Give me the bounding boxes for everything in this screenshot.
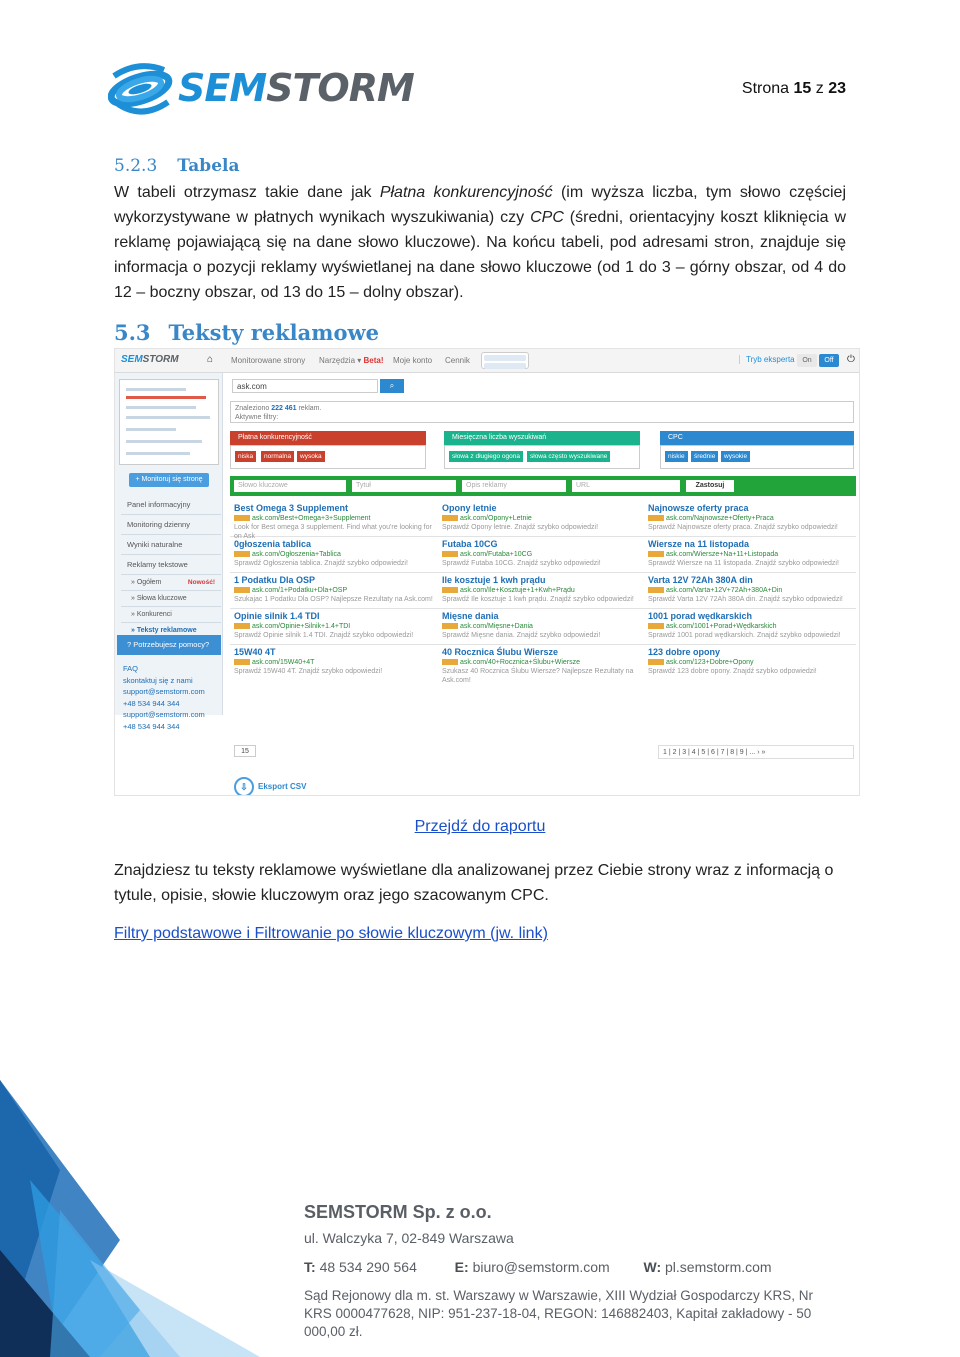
sidebar-sub-ad-texts[interactable]: » Teksty reklamowe — [121, 623, 221, 639]
app-topbar — [115, 349, 860, 373]
filter-cpc-options — [660, 445, 854, 469]
footer-phone: 48 534 290 564 — [319, 1259, 417, 1275]
section-heading-tabela: 5.2.3 Tabela — [114, 156, 240, 176]
chip-low[interactable]: niska — [235, 451, 256, 462]
download-icon: ⇩ — [234, 777, 254, 796]
footer-company: SEMSTORM Sp. z o.o. — [304, 1202, 492, 1222]
app-sidebar — [115, 373, 223, 731]
support-email[interactable]: support@semstorm.com — [123, 687, 205, 696]
ad-card[interactable]: 1001 porad wędkarskich ask.com/1001+Porad+Wędkarskich Sprawdź 1001 porad wędkarskich. Znajdź szybko odpowiedzi! — [648, 611, 841, 639]
paragraph-ad-texts: Znajdziesz tu teksty reklamowe wyświetlane dla analizowanej przez Ciebie strony wraz z informacją o tytule, opisie, słowie kluczowym oraz jego szacowanym CPC. — [114, 862, 834, 904]
ad-card[interactable]: Ile kosztuje 1 kwh prądu ask.com/Ile+Kosztuje+1+Kwh+Prądu Sprawdź Ile kosztuje 1 kwh prądu. Znajdź szybko odpowiedzi! — [442, 575, 634, 603]
faq-link[interactable]: FAQ — [123, 664, 139, 673]
table-row — [230, 537, 856, 573]
ad-card[interactable]: 40 Rocznica Ślubu Wiersze ask.com/40+Rocznica+Ślubu+Wiersze Szukasz 40 Rocznica Ślubu Wiersze? Najlepsze Rezultaty na Ask.com! — [442, 647, 634, 684]
page-header — [0, 0, 960, 140]
nav-tools[interactable]: Narzędzia ▾ Beta! — [319, 356, 384, 365]
mode-switch[interactable] — [481, 352, 529, 369]
filter-paid-options — [230, 445, 426, 469]
monitor-site-button[interactable]: + Monitoruj się stronę — [129, 473, 209, 487]
keyword-filter-input[interactable]: Słowo kluczowe — [234, 480, 346, 492]
site-thumbnail — [119, 379, 219, 465]
column-filter-bar — [230, 476, 856, 496]
filter-cpc[interactable]: CPC — [660, 431, 854, 445]
filters-link-wrap — [114, 925, 846, 943]
ad-card[interactable]: Opony letnie ask.com/Opony+Letnie Sprawdź Opony letnie. Znajdź szybko odpowiedzi! — [442, 503, 599, 531]
ad-card[interactable]: Varta 12V 72Ah 380A din ask.com/Varta+12V+72Ah+380A+Din Sprawdź Varta 12V 72Ah 380A din. Znajdź szybko odpowiedzi! — [648, 575, 843, 603]
apply-button[interactable]: Zastosuj — [686, 480, 734, 492]
ad-card[interactable]: Najnowsze oferty praca ask.com/Najnowsze+Oferty+Praca Sprawdź Najnowsze oferty praca. Znajdź szybko odpowiedzi! — [648, 503, 838, 531]
new-badge: Nowość! — [187, 579, 215, 586]
mode-keywords[interactable] — [484, 363, 526, 369]
expert-mode-label: Tryb eksperta — [739, 355, 795, 364]
footer-email[interactable]: biuro@semstorm.com — [472, 1259, 610, 1275]
page-number: Strona 15 z 23 — [741, 80, 846, 97]
pagination[interactable]: 1 | 2 | 3 | 4 | 5 | 6 | 7 | 8 | 9 | ... › » — [658, 745, 854, 759]
sidebar-menu — [121, 495, 221, 639]
mode-sites[interactable] — [484, 355, 526, 361]
section-heading-teksty-reklamowe: 5.3 Teksty reklamowe — [114, 320, 379, 345]
chip-cpc-mid[interactable]: średnie — [691, 451, 718, 462]
semstorm-logo — [108, 58, 414, 120]
ads-table — [230, 501, 856, 705]
url-filter-input[interactable]: URL — [572, 480, 680, 492]
home-icon[interactable]: ⌂ — [207, 354, 214, 365]
chip-cpc-high[interactable]: wysokie — [721, 451, 750, 462]
expert-toggle-off[interactable]: Off — [819, 354, 839, 367]
ad-card[interactable]: Wiersze na 11 listopada ask.com/Wiersze+Na+11+Listopada Sprawdź Wiersze na 11 listopada. Znajdź szybko odpowiedzi! — [648, 539, 839, 567]
report-link[interactable]: Przejdź do raportu — [414, 818, 546, 835]
nav-my-account[interactable]: Moje konto — [393, 356, 433, 365]
power-icon[interactable]: ⏻ — [847, 354, 855, 365]
support-phone: +48 534 944 344 — [123, 698, 180, 708]
logo-wordmark: SEMSTORM — [178, 66, 414, 110]
filter-searches-options — [444, 445, 640, 469]
export-csv-button[interactable]: ⇩ Eksport CSV — [234, 777, 306, 796]
per-page-select[interactable]: 15 — [234, 745, 256, 757]
expert-toggle-on[interactable]: On — [797, 354, 817, 367]
sidebar-item-panel[interactable]: Panel informacyjny — [121, 495, 221, 515]
help-banner[interactable]: ? Potrzebujesz pomocy? — [117, 635, 221, 655]
footer-web[interactable]: pl.semstorm.com — [665, 1259, 772, 1275]
ad-card[interactable]: Mięsne dania ask.com/Mięsne+Dania Sprawdź Mięsne dania. Znajdź szybko odpowiedzi! — [442, 611, 601, 639]
ad-card[interactable]: 1 Podatku Dla OSP ask.com/1+Podatku+Dla+OSP Szukajac 1 Podatku Dla OSP? Najlepsze Rezultaty na Ask.com! — [234, 575, 433, 603]
table-row — [230, 573, 856, 609]
report-link-wrap — [0, 818, 960, 836]
results-info: Znaleziono 222 461 reklam. Aktywne filtry: — [230, 401, 854, 423]
ad-card[interactable]: 15W40 4T ask.com/15W40+4T Sprawdź 15W40 4T. Znajdź szybko odpowiedzi! — [234, 647, 383, 675]
chip-normal[interactable]: normalna — [261, 451, 294, 462]
nav-pricing[interactable]: Cennik — [445, 356, 470, 365]
chip-long-tail[interactable]: słowa z długiego ogona — [449, 451, 523, 462]
sidebar-sub-overall[interactable]: » Ogółem Nowość! — [121, 575, 221, 591]
storm-swirl-icon — [108, 58, 174, 120]
ad-card[interactable]: 123 dobre opony ask.com/123+Dobre+Opony Sprawdź 123 dobre opony. Znajdź szybko odpowiedzi! — [648, 647, 817, 675]
chip-frequent[interactable]: słowa często wyszukiwane — [527, 451, 610, 462]
chip-high[interactable]: wysoka — [297, 451, 325, 462]
footer-address: ul. Walczyka 7, 02-849 Warszawa — [304, 1230, 514, 1246]
chip-cpc-low[interactable]: niskie — [665, 451, 688, 462]
table-row — [230, 609, 856, 645]
app-logo: SEMSTORM — [121, 354, 179, 365]
help-icon: ? — [127, 640, 134, 649]
sidebar-sub-competitors[interactable]: » Konkurenci — [121, 607, 221, 623]
paragraph-tabela: W tabeli otrzymasz takie dane jak Płatna konkurencyjność (im wyższa liczba, tym słowo częściej wykorzystywane w płatnych wynikach wyszukiwania) czy CPC (średni, orientacyjny koszt kliknięcia w reklamę pojawiającą się na dane słowo kluczowe). Na końcu tabeli, pod adresami stron, znajduje się informacja o pozycji reklamy wyświetlanej na dane słowo kluczowe (od 1 do 3 – górny obszar, od 4 do 12 – boczny obszar, od 13 do 15 – dolny obszar). — [114, 184, 847, 301]
ad-card[interactable]: Best Omega 3 Supplement ask.com/Best+Omega+3+Supplement Look for Best omega 3 supplement. Find what you're looking for on Ask — [234, 503, 432, 540]
title-filter-input[interactable]: Tytuł — [352, 480, 456, 492]
support-phone-2: +48 534 944 344 — [123, 721, 180, 731]
footer-legal: Sąd Rejonowy dla m. st. Warszawy w Warszawie, XIII Wydział Gospodarczy KRS, Nr KRS 0000477628, NIP: 951-237-18-04, REGON: 146882403, Kapitał zakładowy - 50 000,00 zł. — [304, 1288, 814, 1339]
ad-card[interactable]: Futaba 10CG ask.com/Futaba+10CG Sprawdź Futaba 10CG. Znajdź szybko odpowiedzi! — [442, 539, 601, 567]
sidebar-sub-keywords[interactable]: » Słowa kluczowe — [121, 591, 221, 607]
table-row — [230, 645, 856, 705]
ad-card[interactable]: 0głoszenia tablica ask.com/Ogłoszenia+Tablica Sprawdź Ogłoszenia tablica. Znajdź szybko odpowiedzi! — [234, 539, 408, 567]
footer-contact: T: 48 534 290 564 E: biuro@semstorm.com W: pl.semstorm.com — [304, 1259, 772, 1275]
corner-decoration — [0, 1060, 300, 1357]
search-icon[interactable]: ⌕ — [380, 379, 404, 393]
domain-search-input[interactable]: ask.com — [232, 379, 378, 393]
contact-list — [123, 663, 205, 732]
filter-monthly-searches[interactable]: Miesięczna liczba wyszukiwań — [444, 431, 640, 445]
ad-card[interactable]: Opinie silnik 1.4 TDI ask.com/Opinie+Silnik+1.4+TDI Sprawdź Opinie silnik 1.4 TDI. Znajdź szybko odpowiedzi! — [234, 611, 414, 639]
sidebar-item-text-ads[interactable]: Reklamy tekstowe — [121, 555, 221, 575]
sidebar-item-organic[interactable]: Wyniki naturalne — [121, 535, 221, 555]
filter-paid-competition[interactable]: Płatna konkurencyjność — [230, 431, 426, 445]
table-row — [230, 501, 856, 540]
filters-link[interactable]: Filtry podstawowe i Filtrowanie po słowie kluczowym (jw. link) — [114, 925, 548, 942]
nav-monitored-sites[interactable]: Monitorowane strony — [231, 356, 306, 365]
description-filter-input[interactable]: Opis reklamy — [462, 480, 566, 492]
app-screenshot — [114, 348, 860, 796]
support-email-2[interactable]: support@semstorm.com — [123, 710, 205, 719]
sidebar-item-monitoring[interactable]: Monitoring dzienny — [121, 515, 221, 535]
contact-link[interactable]: skontaktuj się z nami — [123, 675, 193, 685]
